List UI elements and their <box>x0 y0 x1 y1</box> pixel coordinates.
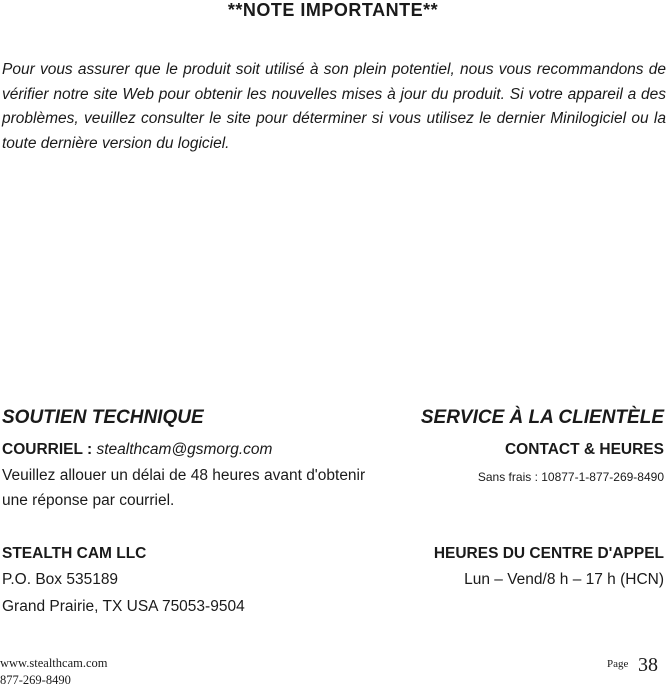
call-center-hours: Lun – Vend/8 h – 17 h (HCN) <box>464 571 664 588</box>
footer-phone: 877-269-8490 <box>0 673 71 687</box>
company-name: STEALTH CAM LLC <box>2 545 147 562</box>
important-note-paragraph: Pour vous assurer que le produit soit utilisé à son plein potentiel, nous vous recommandons de vérifier notre site Web pour obtenir les nouvelles mises à jour du produit. Si votre appareil a des problèmes, veuillez consulter le site pour déterminer si vous utilisez le dernier Minilogiciel ou la toute dernière version du logiciel. <box>2 61 666 152</box>
page-title: **NOTE IMPORTANTE** <box>227 0 439 20</box>
contact-heading: CONTACT & HEURES <box>504 441 664 458</box>
tollfree-number: Sans frais : 10877-1-877-269-8490 <box>477 470 664 484</box>
support-email-line <box>2 441 272 459</box>
call-center-hours-heading: HEURES DU CENTRE D'APPEL <box>433 545 664 562</box>
support-heading: SOUTIEN TECHNIQUE <box>2 407 204 428</box>
email-label: COURRIEL : <box>2 441 93 458</box>
address-line-2: Grand Prairie, TX USA 75053-9504 <box>2 598 245 615</box>
support-email[interactable]: stealthcam@gsmorg.com <box>96 441 273 458</box>
email-delay-line-2: une réponse par courriel. <box>2 492 175 509</box>
footer-website[interactable]: www.stealthcam.com <box>0 656 108 670</box>
service-heading: SERVICE À LA CLIENTÈLE <box>420 407 664 428</box>
email-delay-line-1: Veuillez allouer un délai de 48 heures avant d'obtenir <box>2 467 366 484</box>
page-number: 38 <box>638 654 658 676</box>
address-line-1: P.O. Box 535189 <box>2 571 119 588</box>
page-label: Page <box>607 658 629 670</box>
